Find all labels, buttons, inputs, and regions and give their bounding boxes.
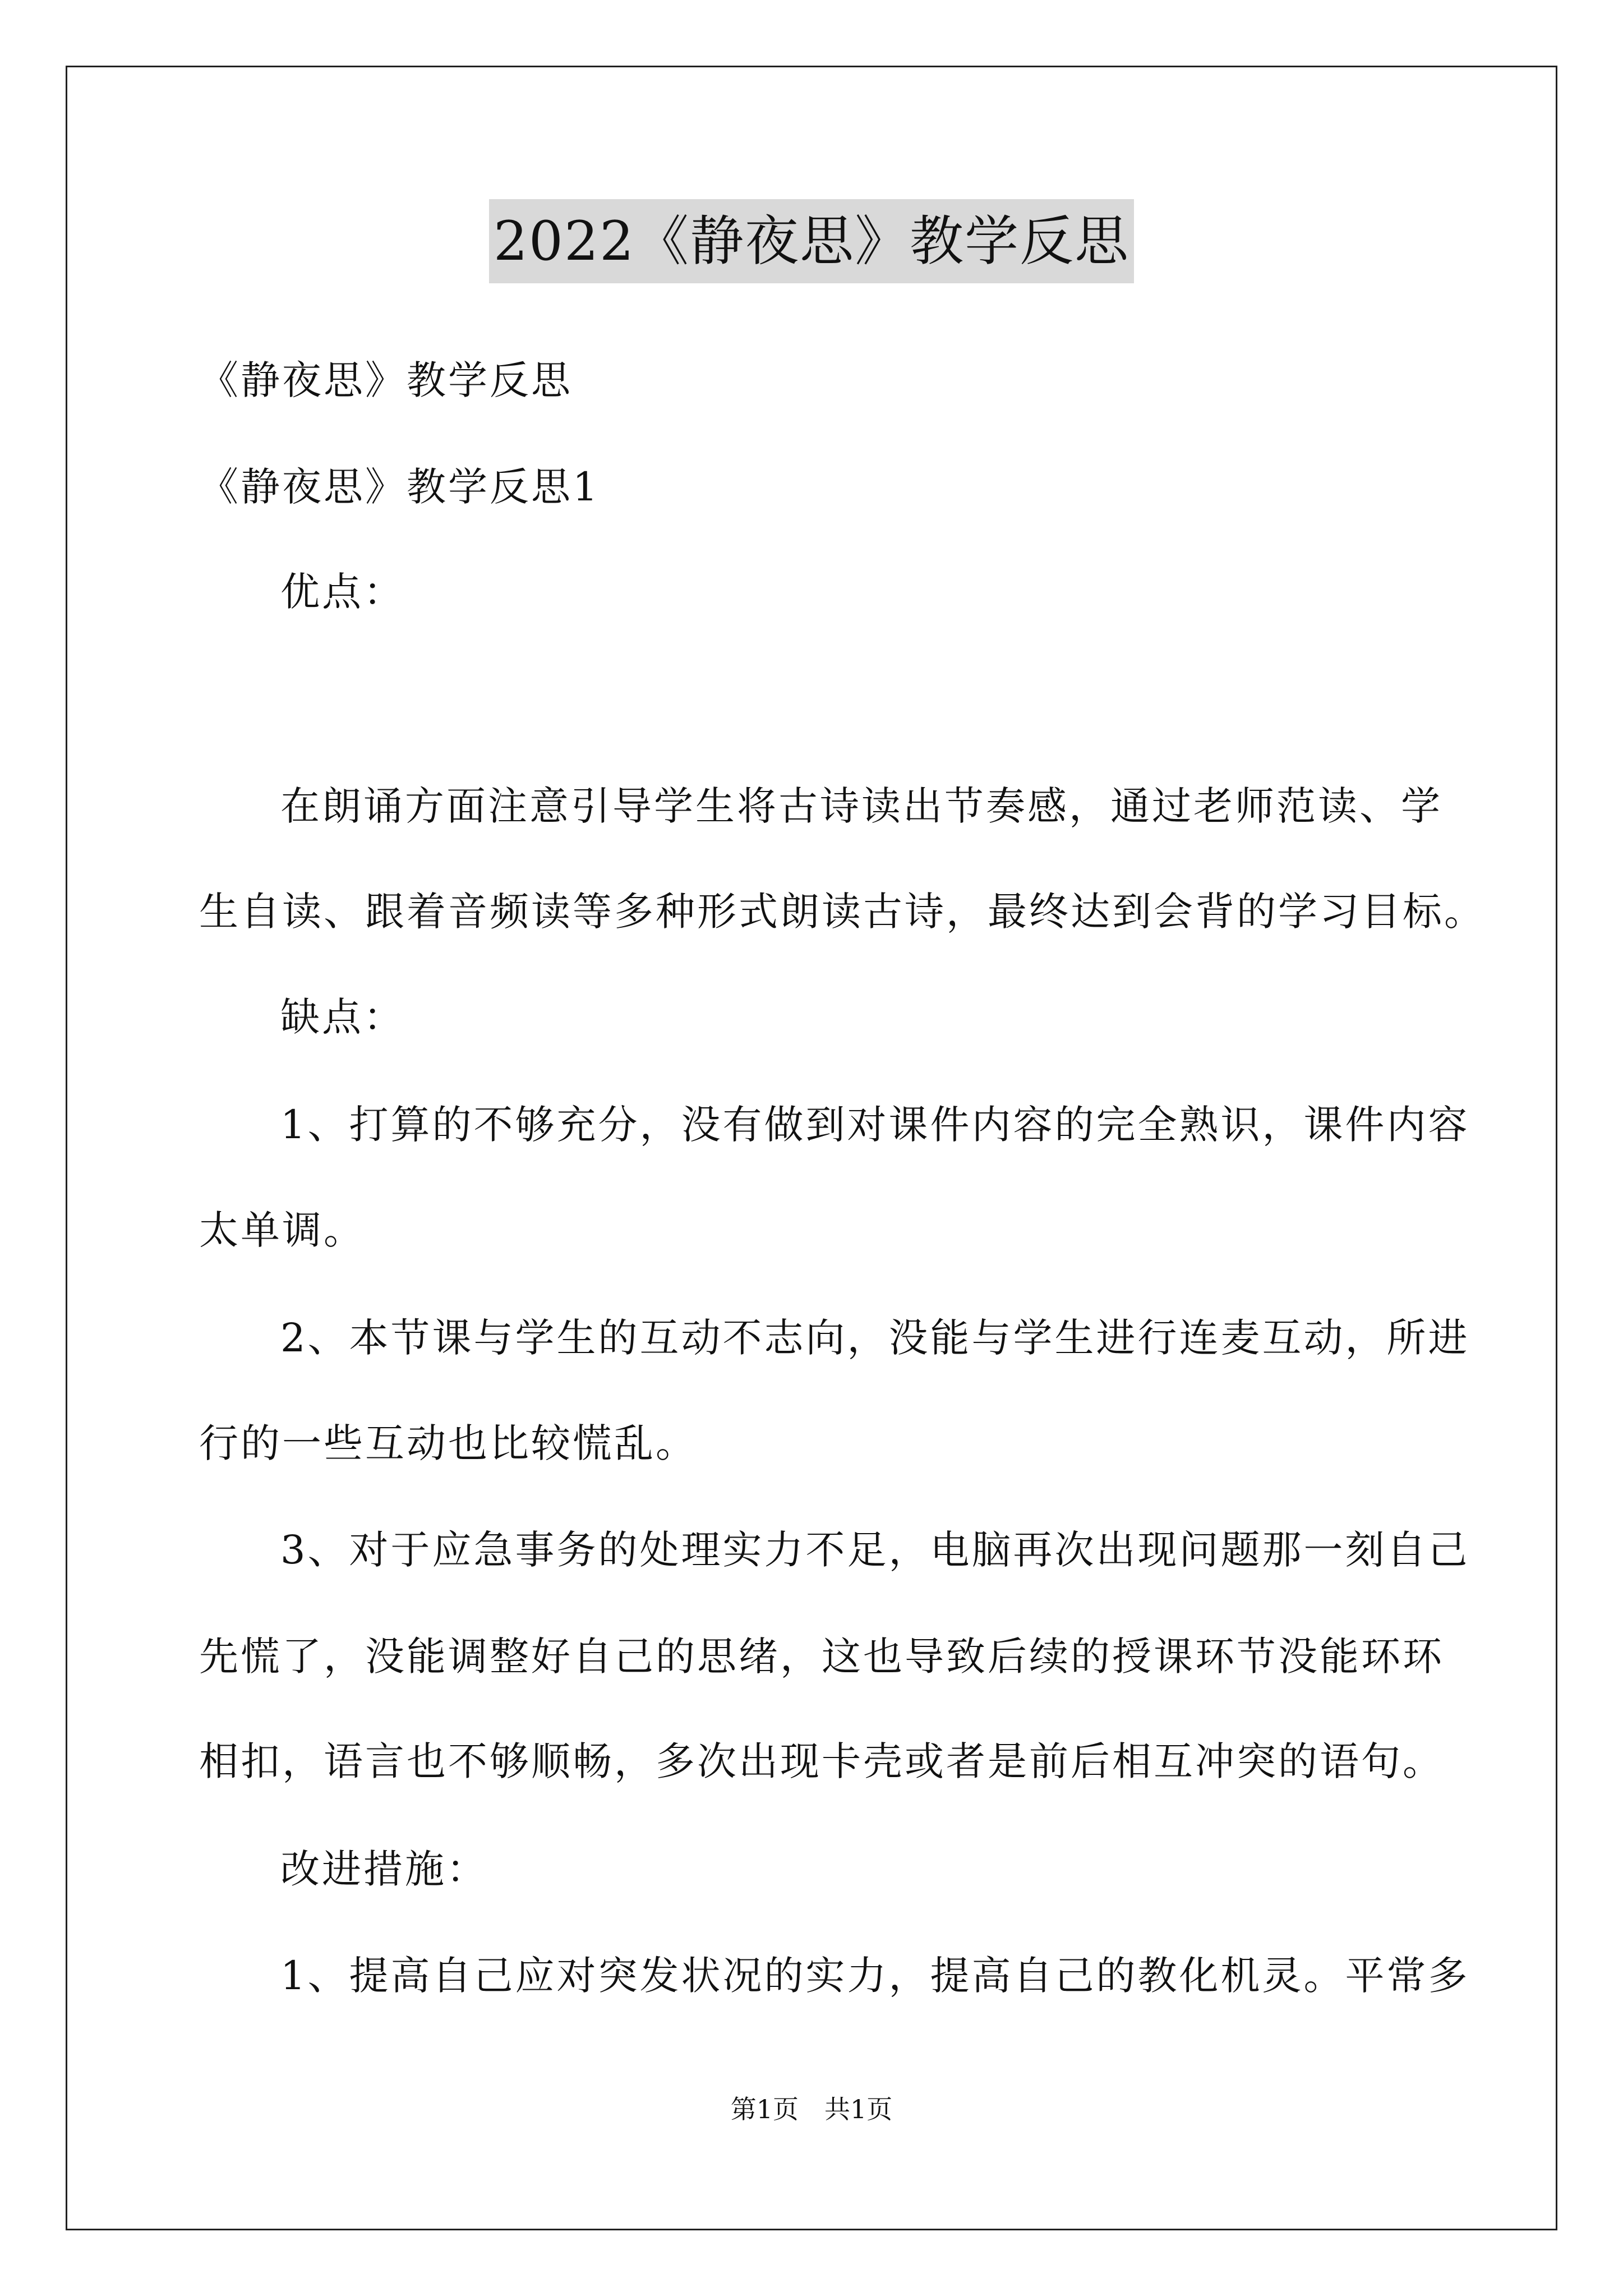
paragraph-line: 相扣，语言也不够顺畅，多次出现卡壳或者是前后相互冲突的语句。	[199, 1738, 1444, 1784]
paragraph-label-improvements: 改进措施：	[280, 1846, 488, 1892]
page-footer: 第1页 共1页	[730, 2094, 893, 2124]
paragraph-label-weaknesses: 缺点：	[280, 994, 405, 1040]
document-title: 2022《静夜思》教学反思	[489, 199, 1134, 283]
paragraph-line: 1、提高自己应对突发状况的实力，提高自己的教化机灵。平常多	[280, 1953, 1470, 1999]
paragraph-line: 太单调。	[199, 1207, 365, 1253]
paragraph-line: 生自读、跟着音频读等多种形式朗读古诗，最终达到会背的学习目标。	[199, 889, 1486, 935]
paragraph-line: 先慌了，没能调整好自己的思绪，这也导致后续的授课环节没能环环	[199, 1634, 1444, 1680]
paragraph-label-strengths: 优点：	[280, 569, 405, 615]
paragraph-line: 行的一些互动也比较慌乱。	[199, 1420, 697, 1466]
title-container	[0, 199, 1623, 283]
paragraph-line: 在朗诵方面注意引导学生将古诗读出节奏感，通过老师范读、学	[280, 783, 1442, 829]
section-heading: 《静夜思》教学反思1	[199, 464, 600, 510]
paragraph-line: 3、对于应急事务的处理实力不足，电脑再次出现问题那一刻自己	[280, 1527, 1470, 1573]
paragraph-line: 1、打算的不够充分，没有做到对课件内容的完全熟识，课件内容	[280, 1102, 1470, 1148]
subtitle-line: 《静夜思》教学反思	[199, 357, 573, 403]
paragraph-line: 2、本节课与学生的互动不志向，没能与学生进行连麦互动，所进	[280, 1315, 1470, 1361]
